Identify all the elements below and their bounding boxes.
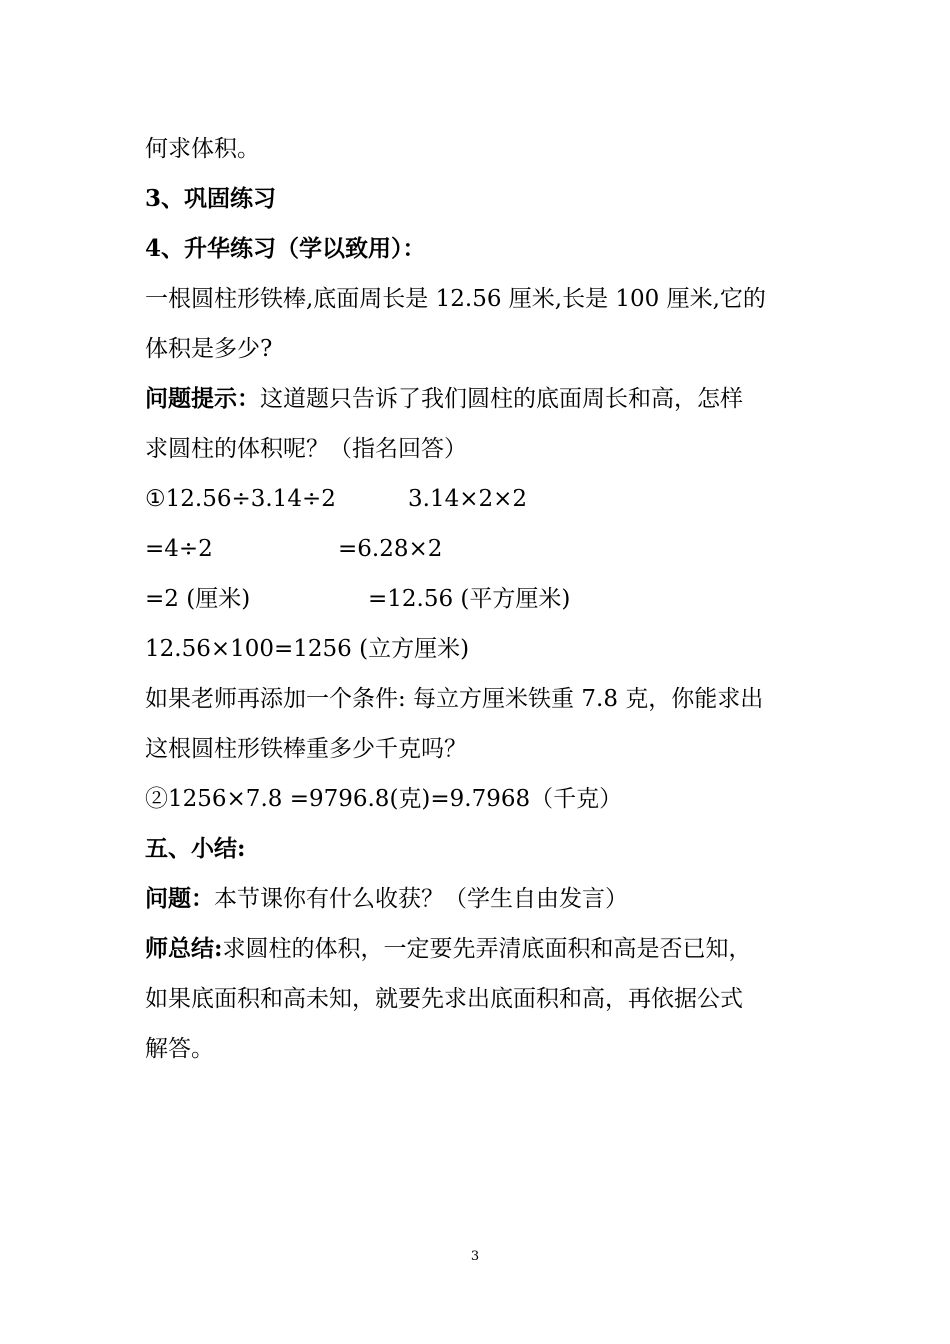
teacher-summary-label: 师总结: [145,935,223,962]
heading-consolidation-practice: 3、巩固练习 [145,185,277,212]
calc-weight: ②1256×7.8 =9796.8(克)=9.7968（千克） [145,786,623,812]
calc-radius: ①12.56÷3.14÷2 [145,486,336,512]
calc-radius: =2 (厘米) [145,586,251,612]
question-line [145,883,628,915]
question-text: 本节课你有什么收获？（学生自由发言） [214,886,628,912]
calc-row [145,583,571,615]
calc-volume: 12.56×100=1256 (立方厘米) [145,636,470,662]
heading-advanced-practice: 4、升华练习（学以致用）： [145,235,426,262]
teacher-summary-text: 求圆柱的体积，一定要先弄清底面积和高是否已知， [222,936,752,962]
teacher-summary-line: 解答。 [145,1036,214,1062]
page-number: 3 [470,1249,480,1264]
teacher-summary-line [145,933,752,965]
followup-text-line: 如果老师再添加一个条件: 每立方厘米铁重 7.8 克，你能求出 [145,686,764,712]
hint-text-line: 求圆柱的体积呢？（指名回答） [145,436,467,462]
hint-text: 这道题只告诉了我们圆柱的底面周长和高，怎样 [260,386,743,412]
heading-summary: 五、小结: [145,835,246,862]
problem-text-line: 一根圆柱形铁棒,底面周长是 12.56 厘米,长是 100 厘米,它的 [145,286,766,312]
calc-row [145,533,443,565]
hint-label: 问题提示： [145,385,260,412]
calc-area: 3.14×2×2 [408,486,528,512]
calc-radius: =4÷2 [145,536,213,562]
followup-text-line: 这根圆柱形铁棒重多少千克吗？ [145,736,467,762]
calc-row [145,483,528,515]
text-line: 何求体积。 [145,136,260,162]
calc-area: =6.28×2 [338,536,443,562]
problem-text-line: 体积是多少? [145,336,273,362]
question-label: 问题： [145,885,214,912]
hint-line [145,383,743,415]
teacher-summary-line: 如果底面积和高未知，就要先求出底面积和高，再依据公式 [145,986,743,1012]
calc-area: =12.56 (平方厘米) [368,586,571,612]
